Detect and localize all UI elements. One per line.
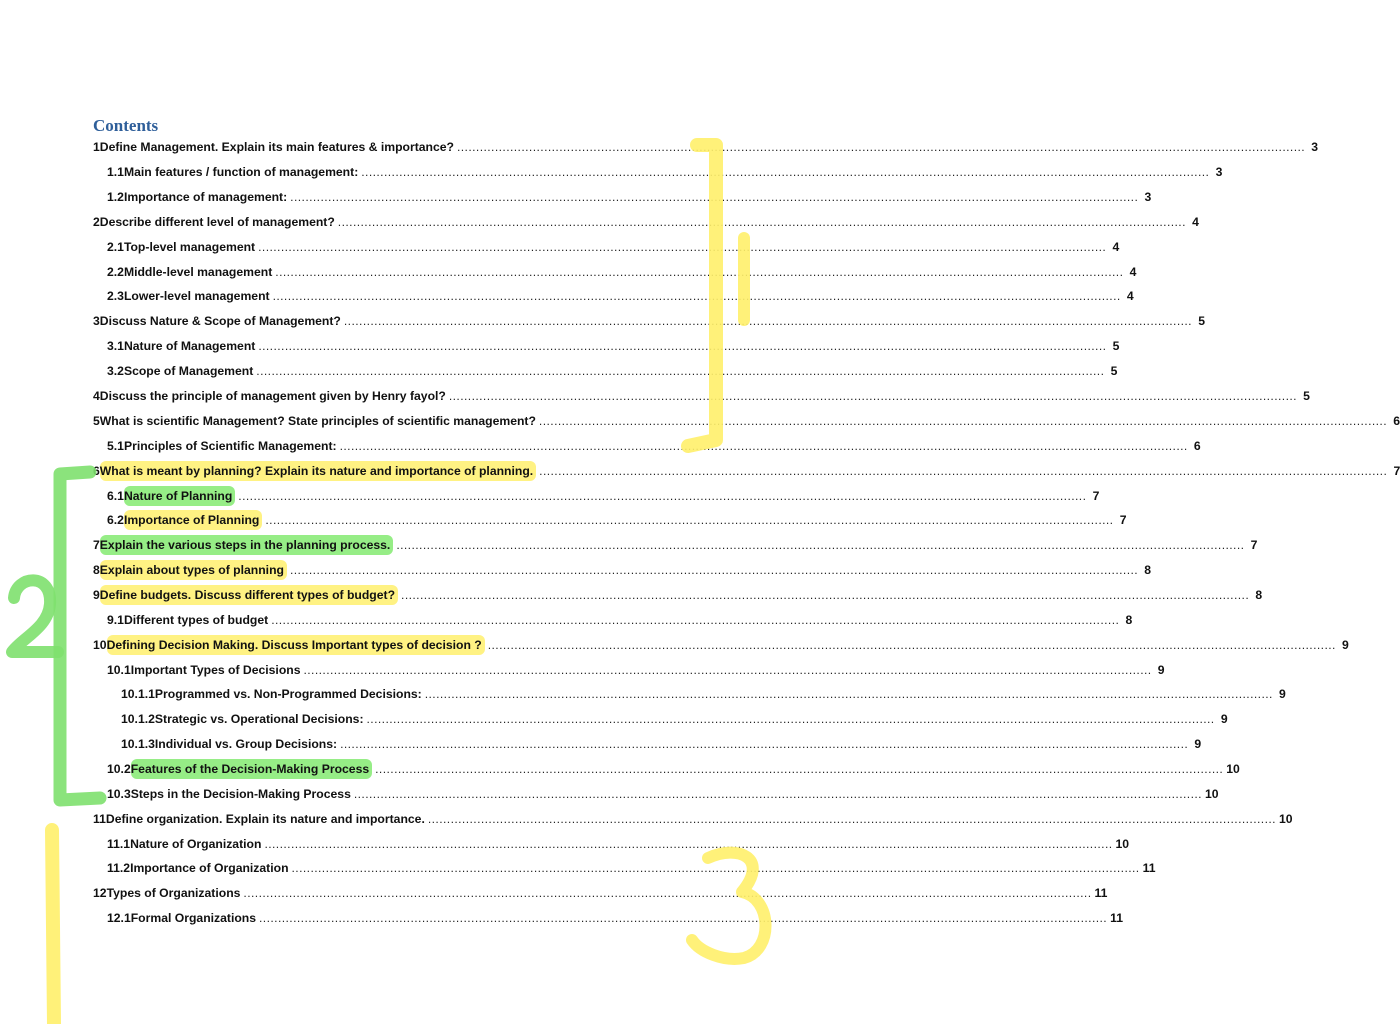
- toc-entry-number: 10.1: [107, 663, 131, 677]
- toc-entry-number: 12.1: [107, 911, 131, 925]
- toc-entry[interactable]: [107, 162, 1223, 182]
- toc-dot-leader: ................................................................................................................................................................................................................................: [290, 190, 1139, 204]
- toc-dot-leader: ................................................................................................................................................................................................................................: [538, 414, 1388, 428]
- toc-entry-number: 10: [93, 638, 107, 652]
- toc-entry-page: 8: [1144, 563, 1152, 577]
- toc-entry-page: 5: [1198, 314, 1205, 328]
- toc-dot-leader: ................................................................................................................................................................................................................................: [291, 861, 1140, 875]
- toc-entry-title[interactable]: Main features / function of management:: [123, 165, 359, 179]
- toc-entry-number: 8: [93, 563, 100, 577]
- toc-entry-page: 4: [1112, 240, 1120, 254]
- toc-entry-title[interactable]: Types of Organizations: [106, 886, 241, 900]
- toc-entry-title[interactable]: Define Management. Explain its main features & importance?: [99, 140, 454, 154]
- toc-dot-leader: ................................................................................................................................................................................................................................: [259, 911, 1108, 925]
- toc-entry-page: 9: [1342, 638, 1349, 652]
- toc-entry[interactable]: [93, 560, 1152, 580]
- toc-entry-title[interactable]: Principles of Scientific Management:: [123, 439, 337, 453]
- toc-entry[interactable]: [93, 411, 1400, 431]
- toc-entry-page: 4: [1129, 265, 1137, 279]
- toc-dot-leader: ................................................................................................................................................................................................................................: [339, 439, 1188, 453]
- toc-entry[interactable]: [121, 734, 1202, 754]
- toc-entry-number: 4: [93, 389, 100, 403]
- toc-dot-leader: ................................................................................................................................................................................................................................: [265, 513, 1114, 527]
- toc-entry-page: 11: [1094, 886, 1108, 900]
- toc-dot-leader: ................................................................................................................................................................................................................................: [424, 687, 1273, 701]
- toc-entry-number: 5: [93, 414, 100, 428]
- toc-entry[interactable]: [93, 461, 1400, 481]
- toc-entry-page: 5: [1110, 364, 1118, 378]
- toc-entry-page: 10: [1278, 812, 1293, 826]
- toc-entry-number: 5.1: [107, 439, 124, 453]
- toc-entry-number: 10.3: [107, 787, 131, 801]
- toc-entry[interactable]: [107, 610, 1133, 630]
- toc-dot-leader: ................................................................................................................................................................................................................................: [258, 339, 1107, 353]
- toc-entry-page: 10: [1226, 762, 1240, 776]
- toc-dot-leader: ................................................................................................................................................................................................................................: [264, 837, 1113, 851]
- toc-dot-leader: ................................................................................................................................................................................................................................: [396, 538, 1245, 552]
- toc-dot-leader: ................................................................................................................................................................................................................................: [366, 712, 1215, 726]
- toc-dot-leader: ................................................................................................................................................................................................................................: [271, 613, 1120, 627]
- bracket-3: [52, 830, 54, 1024]
- toc-entry[interactable]: [93, 635, 1349, 655]
- toc-entry-page: 9: [1220, 712, 1228, 726]
- toc-entry-title[interactable]: Scope of Management: [123, 364, 254, 378]
- toc-dot-leader: ................................................................................................................................................................................................................................: [256, 364, 1105, 378]
- toc-entry-title[interactable]: Programmed vs. Non-Programmed Decisions:: [154, 687, 422, 701]
- toc-entry-number: 6: [93, 464, 100, 478]
- toc-entry-title[interactable]: Define budgets. Discuss different types of budget?: [100, 585, 398, 605]
- toc-entry-number: 3: [93, 314, 100, 328]
- toc-entry-title[interactable]: Explain about types of planning: [100, 560, 287, 580]
- toc-entry-number: 11: [93, 812, 106, 826]
- toc-entry[interactable]: [121, 709, 1228, 729]
- toc-entry-number: 2.1: [107, 240, 124, 254]
- toc-entry[interactable]: [93, 311, 1205, 331]
- toc-entry-page: 10: [1204, 787, 1219, 801]
- toc-entry-number: 2.2: [107, 265, 124, 279]
- toc-entry-title[interactable]: Features of the Decision-Making Process: [131, 759, 372, 779]
- toc-entry-page: 9: [1279, 687, 1286, 701]
- toc-dot-leader: ................................................................................................................................................................................................................................: [272, 289, 1121, 303]
- toc-entry-title[interactable]: Individual vs. Group Decisions:: [154, 737, 338, 751]
- toc-entry-page: 10: [1115, 837, 1130, 851]
- toc-entry-number: 9: [93, 588, 100, 602]
- toc-entry-title[interactable]: What is scientific Management? State principles of scientific management?: [99, 414, 536, 428]
- toc-entry-page: 4: [1126, 289, 1134, 303]
- toc-entry[interactable]: [107, 784, 1219, 804]
- toc-entry-page: 3: [1215, 165, 1223, 179]
- toc-entry-title[interactable]: What is meant by planning? Explain its nature and importance of planning.: [100, 461, 536, 481]
- toc-dot-leader: ................................................................................................................................................................................................................................: [337, 215, 1186, 229]
- toc-entry[interactable]: [121, 684, 1286, 704]
- toc-entry[interactable]: [107, 436, 1201, 456]
- toc-entry-title[interactable]: Importance of Planning: [124, 510, 262, 530]
- toc-entry[interactable]: [107, 908, 1123, 928]
- toc-dot-leader: ................................................................................................................................................................................................................................: [539, 464, 1388, 478]
- toc-entry-page: 5: [1303, 389, 1310, 403]
- toc-entry[interactable]: [93, 535, 1258, 555]
- toc-entry-title[interactable]: Discuss the principle of management given by Henry fayol?: [99, 389, 446, 403]
- toc-entry[interactable]: [107, 660, 1165, 680]
- toc-entry-number: 3.1: [107, 339, 124, 353]
- toc-entry-number: 1.1: [107, 165, 124, 179]
- toc-entry-page: 7: [1092, 489, 1100, 503]
- toc-dot-leader: ................................................................................................................................................................................................................................: [340, 737, 1189, 751]
- toc-entry-title[interactable]: Explain the various steps in the planning process.: [100, 535, 394, 555]
- toc-entry-page: 6: [1393, 414, 1400, 428]
- toc-entry-number: 10.1.2: [121, 712, 155, 726]
- toc-entry-title[interactable]: Define organization. Explain its nature and importance.: [105, 812, 425, 826]
- toc-entry-page: 7: [1119, 513, 1127, 527]
- toc-entry-number: 3.2: [107, 364, 124, 378]
- toc-entry-number: 7: [93, 538, 100, 552]
- toc-entry-page: 6: [1193, 439, 1201, 453]
- toc-entry-number: 2: [93, 215, 100, 229]
- toc-entry-page: 7: [1250, 538, 1258, 552]
- toc-entry-number: 10.1.1: [121, 687, 155, 701]
- toc-dot-leader: ................................................................................................................................................................................................................................: [275, 265, 1124, 279]
- toc-dot-leader: ................................................................................................................................................................................................................................: [448, 389, 1297, 403]
- toc-dot-leader: ................................................................................................................................................................................................................................: [487, 638, 1336, 652]
- toc-entry[interactable]: [93, 883, 1108, 903]
- toc-entry-title[interactable]: Steps in the Decision-Making Process: [130, 787, 351, 801]
- toc-entry-title[interactable]: Nature of Management: [123, 339, 256, 353]
- toc-entry-title[interactable]: Important Types of Decisions: [130, 663, 301, 677]
- toc-entry-title[interactable]: Formal Organizations: [130, 911, 257, 925]
- toc-dot-leader: ................................................................................................................................................................................................................................: [303, 663, 1152, 677]
- toc-entry[interactable]: [107, 858, 1156, 878]
- toc-dot-leader: ................................................................................................................................................................................................................................: [361, 165, 1210, 179]
- toc-dot-leader: ................................................................................................................................................................................................................................: [375, 762, 1224, 776]
- toc-dot-leader: ................................................................................................................................................................................................................................: [258, 240, 1107, 254]
- contents-heading: Contents: [93, 116, 159, 135]
- toc-entry[interactable]: [107, 187, 1152, 207]
- toc-entry[interactable]: [107, 361, 1118, 381]
- toc-entry-page: 3: [1144, 190, 1152, 204]
- toc-entry[interactable]: [93, 809, 1293, 829]
- toc-entry-page: 8: [1255, 588, 1263, 602]
- toc-dot-leader: ................................................................................................................................................................................................................................: [343, 314, 1192, 328]
- toc-entry-number: 6.1: [107, 489, 124, 503]
- toc-dot-leader: ................................................................................................................................................................................................................................: [353, 787, 1202, 801]
- toc-dot-leader: ................................................................................................................................................................................................................................: [243, 886, 1092, 900]
- toc-entry-number: 11.2: [107, 861, 131, 875]
- toc-entry[interactable]: [107, 834, 1130, 854]
- toc-entry-number: 11.1: [107, 837, 131, 851]
- toc-entry[interactable]: [107, 759, 1240, 779]
- toc-entry-number: 6.2: [107, 513, 124, 527]
- toc-entry-page: 11: [1142, 861, 1156, 875]
- toc-entry[interactable]: [93, 585, 1263, 605]
- toc-entry-title[interactable]: Different types of budget: [123, 613, 269, 627]
- toc-entry-page: 5: [1112, 339, 1120, 353]
- toc-dot-leader: ................................................................................................................................................................................................................................: [427, 812, 1276, 826]
- toc-entry[interactable]: [107, 486, 1100, 506]
- toc-entry-title[interactable]: Importance of management:: [123, 190, 288, 204]
- toc-entry-number: 2.3: [107, 289, 124, 303]
- toc-entry-number: 1.2: [107, 190, 124, 204]
- toc-entry[interactable]: [93, 137, 1319, 157]
- toc-dot-leader: ................................................................................................................................................................................................................................: [401, 588, 1250, 602]
- toc-entry[interactable]: [107, 262, 1137, 282]
- toc-entry[interactable]: [107, 237, 1120, 257]
- toc-entry-number: 10.1.3: [121, 737, 155, 751]
- toc-entry[interactable]: [107, 510, 1127, 530]
- toc-entry-page: 9: [1157, 663, 1165, 677]
- toc-entry-page: 7: [1393, 464, 1400, 478]
- toc-entry-number: 9.1: [107, 613, 124, 627]
- toc-dot-leader: ................................................................................................................................................................................................................................: [238, 489, 1087, 503]
- toc-entry-number: 12: [93, 886, 107, 900]
- toc-entry-page: 11: [1110, 911, 1123, 925]
- toc-entry-page: 9: [1194, 737, 1202, 751]
- toc-entry[interactable]: [93, 212, 1199, 232]
- toc-entry[interactable]: [93, 386, 1310, 406]
- toc-entry-title[interactable]: Nature of Organization: [130, 837, 262, 851]
- toc-entry[interactable]: [107, 336, 1120, 356]
- toc-entry-title[interactable]: Middle-level management: [123, 265, 273, 279]
- toc-entry-page: 3: [1311, 140, 1319, 154]
- toc-entry-title[interactable]: Lower-level management: [123, 289, 270, 303]
- label-2-mark: [12, 580, 58, 652]
- toc-entry-page: 8: [1125, 613, 1133, 627]
- toc-entry-title[interactable]: Top-level management: [123, 240, 256, 254]
- toc-entry-page: 4: [1192, 215, 1199, 229]
- toc-entry[interactable]: [107, 286, 1134, 306]
- toc-entry-title[interactable]: Defining Decision Making. Discuss Important types of decision ?: [107, 635, 485, 655]
- toc-entry-title[interactable]: Strategic vs. Operational Decisions:: [154, 712, 364, 726]
- toc-dot-leader: ................................................................................................................................................................................................................................: [456, 140, 1306, 154]
- toc-entry-title[interactable]: Discuss Nature & Scope of Management?: [99, 314, 341, 328]
- toc-entry-number: 1: [93, 140, 100, 154]
- toc-entry-number: 10.2: [107, 762, 131, 776]
- toc-entry-title[interactable]: Describe different level of management?: [99, 215, 335, 229]
- toc-dot-leader: ................................................................................................................................................................................................................................: [289, 563, 1139, 577]
- toc-entry-title[interactable]: Nature of Planning: [124, 486, 235, 506]
- toc-entry-title[interactable]: Importance of Organization: [130, 861, 289, 875]
